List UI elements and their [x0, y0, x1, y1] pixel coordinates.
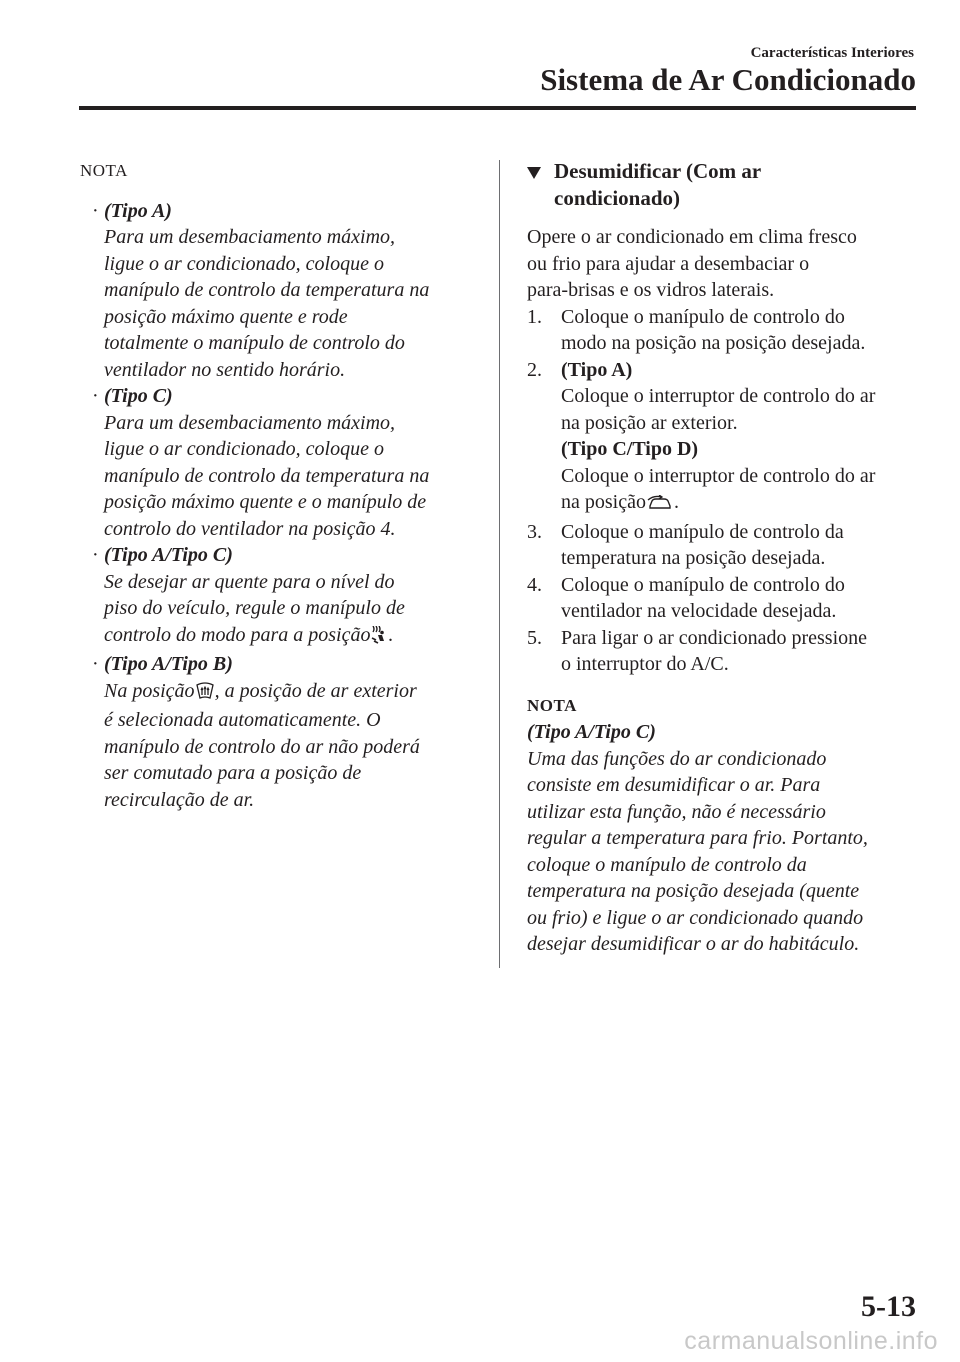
- text-line: ou frio para ajudar a desembaciar o: [527, 252, 810, 275]
- outside-air-icon: [647, 492, 673, 519]
- step-number: 2.: [527, 358, 542, 381]
- text-line: controlo do ventilador na posição 4.: [104, 517, 396, 540]
- bullet-head: (Tipo A/Tipo B): [104, 653, 233, 675]
- heading-line: Desumidificar (Com ar: [554, 159, 762, 183]
- text-line: ou frio) e ligue o ar condicionado quando: [527, 906, 864, 929]
- text-line: ligue o ar condicionado, coloque o: [104, 438, 384, 460]
- text-fragment: .: [388, 623, 394, 646]
- text-line: Para ligar o ar condicionado pressione: [561, 626, 868, 649]
- text-line: temperatura na posição desejada.: [561, 547, 826, 569]
- text-line: [561, 489, 927, 519]
- column-divider: [499, 160, 500, 968]
- intro-paragraph: [527, 224, 927, 304]
- step-subhead: (Tipo C/Tipo D): [561, 438, 699, 460]
- page-title: Sistema de Ar Condicionado: [540, 62, 916, 97]
- note-head: (Tipo A/Tipo C): [527, 721, 656, 743]
- text-line: modo na posição na posição desejada.: [561, 332, 866, 354]
- text-line: para-brisas e os vidros laterais.: [527, 279, 775, 301]
- text-fragment: controlo do modo para a posição: [104, 623, 371, 646]
- right-column: [527, 158, 927, 958]
- left-column: [80, 158, 480, 813]
- text-line: Coloque o manípulo de controlo da: [561, 520, 844, 543]
- bullet-dot: ·: [92, 385, 99, 407]
- text-line: manípulo de controlo do ar não poderá: [104, 735, 420, 758]
- text-line: Uma das funções do ar condicionado: [527, 747, 827, 770]
- text-line: utilizar esta função, não é necessário: [527, 800, 826, 823]
- text-line: Se desejar ar quente para o nível do: [104, 570, 395, 593]
- text-line: Coloque o interruptor de controlo do ar: [561, 385, 876, 407]
- text-fragment: , a posição de ar exterior: [214, 679, 417, 702]
- step-item: [527, 625, 927, 678]
- page-number: 5-13: [861, 1290, 916, 1323]
- bullet-dot: ·: [92, 653, 99, 675]
- note-bullet: [80, 651, 480, 813]
- text-line: [104, 678, 480, 708]
- note-block: [527, 693, 927, 958]
- text-line: temperatura na posição desejada (quente: [527, 880, 860, 902]
- step-number: 5.: [527, 626, 542, 649]
- text-line: Coloque o manípulo de controlo do: [561, 305, 845, 328]
- text-line: Para um desembaciamento máximo,: [104, 411, 396, 434]
- step-number: 4.: [527, 573, 542, 596]
- text-line: ventilador na velocidade desejada.: [561, 600, 837, 622]
- section-heading: [527, 158, 927, 212]
- text-line: consiste em desumidificar o ar. Para: [527, 774, 821, 796]
- text-line: piso do veículo, regule o manípulo de: [104, 597, 405, 619]
- text-line: recirculação de ar.: [104, 788, 255, 811]
- note-bullet: [80, 198, 480, 384]
- text-line: ser comutado para a posição de: [104, 762, 362, 784]
- step-item: [527, 357, 927, 519]
- floor-defrost-mode-icon: [371, 625, 387, 652]
- text-line: ligue o ar condicionado, coloque o: [104, 252, 384, 275]
- watermark: carmanualsonline.info: [684, 1327, 938, 1355]
- step-item: [527, 519, 927, 572]
- text-line: desejar desumidificar o ar do habitáculo.: [527, 933, 860, 955]
- note-bullet: [80, 542, 480, 651]
- bullet-head: (Tipo A/Tipo C): [104, 544, 233, 566]
- step-item: [527, 304, 927, 357]
- text-line: posição máximo quente e rode: [104, 305, 348, 328]
- text-line: [104, 622, 480, 652]
- text-line: posição máximo quente e o manípulo de: [104, 491, 427, 513]
- windshield-defrost-icon: [196, 681, 214, 708]
- step-subhead: (Tipo A): [561, 358, 633, 381]
- bullet-dot: ·: [92, 199, 99, 222]
- step-number: 1.: [527, 305, 542, 328]
- bullet-head: (Tipo C): [104, 385, 173, 407]
- triangle-marker-icon: [527, 167, 541, 179]
- text-fragment: na posição: [561, 491, 646, 513]
- text-line: Coloque o interruptor de controlo do ar: [561, 464, 876, 487]
- step-item: [527, 572, 927, 625]
- note-label: NOTA: [80, 161, 128, 180]
- text-line: regular a temperatura para frio. Portanto,: [527, 827, 868, 849]
- text-line: Para um desembaciamento máximo,: [104, 226, 396, 248]
- text-line: coloque o manípulo de controlo da: [527, 853, 807, 876]
- text-line: é selecionada automaticamente. O: [104, 709, 381, 731]
- step-number: 3.: [527, 520, 542, 543]
- text-line: ventilador no sentido horário.: [104, 358, 346, 381]
- text-fragment: .: [673, 491, 679, 513]
- header-rule: [79, 106, 916, 110]
- text-line: Opere o ar condicionado em clima fresco: [527, 226, 857, 248]
- text-fragment: Na posição: [104, 679, 195, 702]
- text-line: manípulo de controlo da temperatura na: [104, 279, 430, 301]
- heading-line: condicionado): [554, 186, 681, 210]
- bullet-dot: ·: [92, 544, 99, 566]
- note-label: NOTA: [527, 695, 577, 715]
- bullet-head: (Tipo A): [104, 199, 172, 222]
- text-line: totalmente o manípulo de controlo do: [104, 332, 405, 354]
- text-line: o interruptor do A/C.: [561, 653, 729, 675]
- note-bullet: [80, 383, 480, 542]
- text-line: na posição ar exterior.: [561, 411, 738, 434]
- header-section: Características Interiores: [750, 45, 914, 61]
- text-line: manípulo de controlo da temperatura na: [104, 464, 430, 487]
- text-line: Coloque o manípulo de controlo do: [561, 573, 845, 596]
